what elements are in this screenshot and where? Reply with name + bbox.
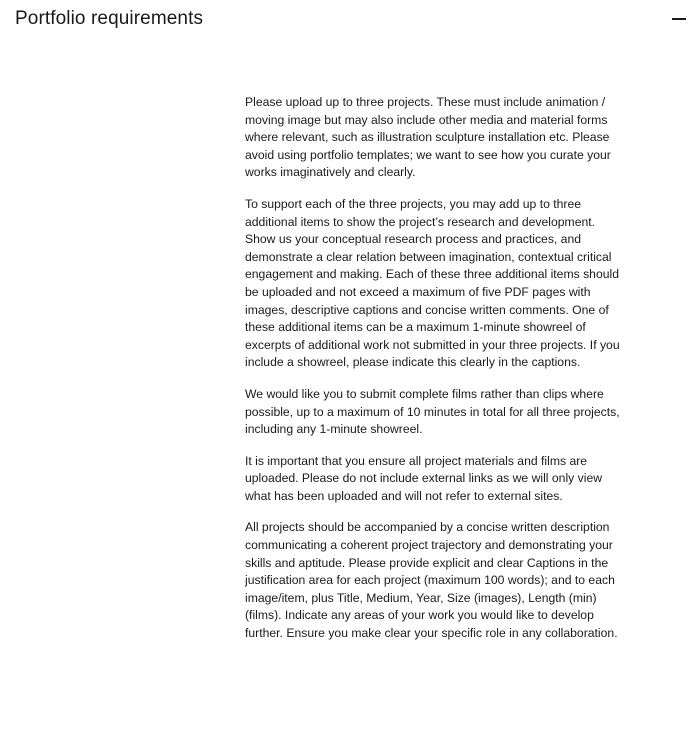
paragraph-films: We would like you to submit complete films rather than clips where possible, up to a maximum of 10 minutes in total for all three projects, including any 1-minute showreel. (245, 386, 620, 437)
paragraph-descriptions: All projects should be accompanied by a concise written description communicating a coherent project trajectory and demonstrating your skills and aptitude. Please provide explicit and clear Captions in the justification area for each project (maximum 100 words); and to each image/item, plus Title, Medium, Year, Size (images), Length (min) (films). Indicate any areas of your work you would like to develop further. Ensure you make clear your specific role in any collaboration. (245, 520, 618, 641)
accordion-header[interactable] (0, 0, 700, 40)
minus-icon[interactable] (668, 8, 690, 30)
paragraph-upload-projects: Please upload up to three projects. These must include animation / moving image but may also include other media and material forms where relevant, such as illustration sculpture installation etc. Please avoid using portfolio templates; we want to see how you curate your works imaginatively and clearly. (245, 95, 611, 180)
section-title: Portfolio requirements (15, 8, 204, 29)
paragraph-additional-items: To support each of the three projects, you may add up to three additional items to show the project’s research and development. Show us your conceptual research process and practices, and demonstrate a clear relation between imagination, contextual critical engagement and making. Each of these three additional items should be uploaded and not exceed a maximum of five PDF pages with images, descriptive captions and concise written comments. One of these additional items can be a maximum 1-minute showreel of excerpts of additional work not submitted in your three projects. If you include a showreel, please indicate this clearly in the captions. (245, 196, 620, 370)
accordion-content (245, 94, 623, 657)
paragraph-uploads: It is important that you ensure all project materials and films are uploaded. Please do not include external links as we will only view what has been uploaded and will not refer to external sites. (245, 453, 603, 503)
